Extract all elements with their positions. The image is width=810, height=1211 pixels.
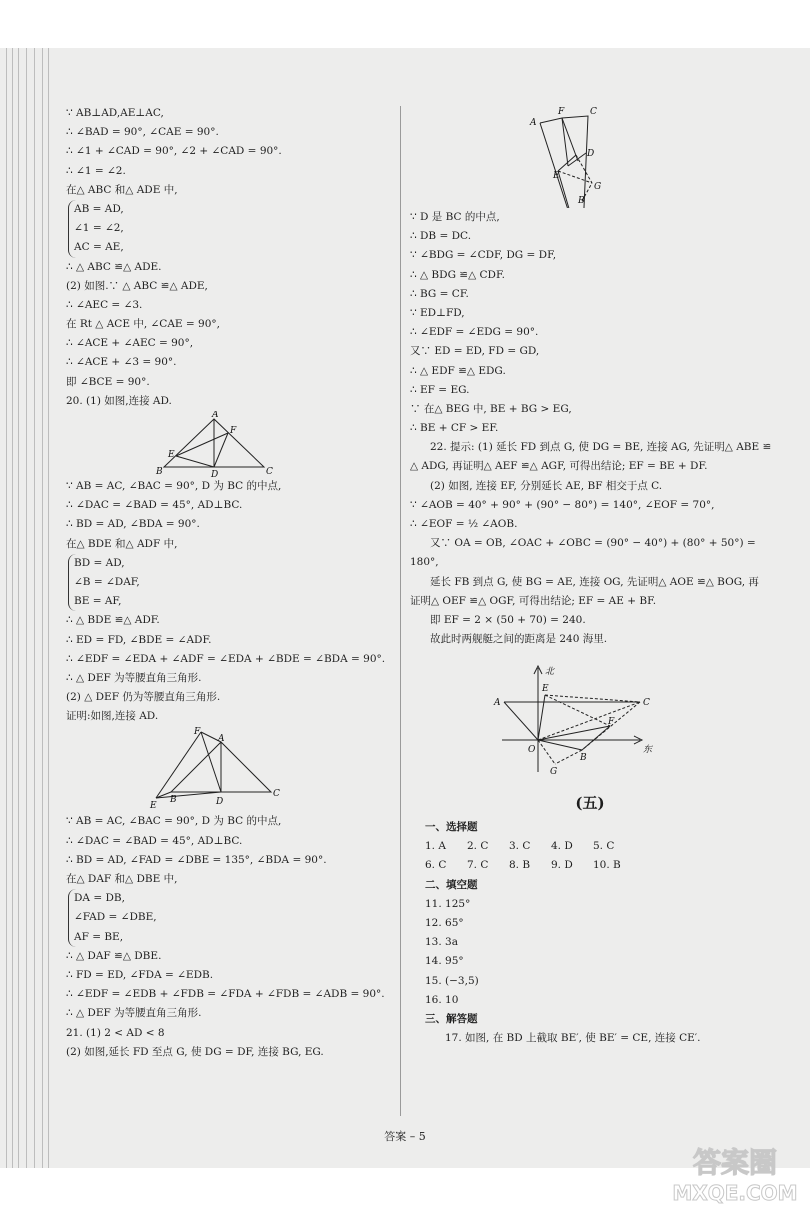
brace-system xyxy=(68,889,396,947)
text-line: 证明△ OEF ≌△ OGF, 可得出结论; EF = AE + BF. xyxy=(410,594,657,607)
text-line: ∴ △ BDE ≌△ ADF. xyxy=(66,614,160,627)
text-line: ∴ BD = AD, ∠FAD = ∠DBE = 135°, ∠BDA = 90°. xyxy=(66,853,327,866)
text-line: ∴ BD = AD, ∠BDA = 90°. xyxy=(66,518,200,531)
label-a: A xyxy=(218,734,225,745)
fill-answer: 11. 125° xyxy=(425,897,471,910)
text-line: ∴ FD = ED, ∠FDA = ∠EDB. xyxy=(66,968,214,981)
text-line: ∴ ∠BAD = 90°, ∠CAE = 90°. xyxy=(66,126,219,139)
text-line: △ ADG, 再证明△ AEF ≌△ AGF, 可得出结论; EF = BE + DF. xyxy=(410,460,708,473)
brace-line: DA = DB, xyxy=(74,892,125,905)
page-footer: 答案 – 5 xyxy=(384,1130,426,1143)
brace-line: BE = AF, xyxy=(74,595,122,608)
text-line: ∴ ∠EDF = ∠EDA + ∠ADF = ∠EDA + ∠BDE = ∠BDA = 90°. xyxy=(66,652,386,665)
fill-answer: 12. 65° xyxy=(425,916,464,929)
text-line: 故此时两舰艇之间的距离是 240 海里. xyxy=(430,633,608,646)
text-line: ∴ △ DAF ≌△ DBE. xyxy=(66,949,162,962)
label-a: A xyxy=(212,411,219,420)
brace-line: BD = AD, xyxy=(74,556,125,569)
label-c: C xyxy=(266,467,273,477)
page-edge xyxy=(42,48,43,1168)
label-c: C xyxy=(643,698,650,708)
text-line: ∴ ∠1 = ∠2. xyxy=(66,164,126,177)
text-line: ∴ ∠EDF = ∠EDB + ∠FDB = ∠FDA + ∠FDB = ∠ADB = 90°. xyxy=(66,988,385,1001)
page-edge xyxy=(12,48,13,1168)
text-line: 证明:如图,连接 AD. xyxy=(66,710,159,723)
brace-line: AC = AE, xyxy=(74,241,124,254)
text-line: ∵ AB = AC, ∠BAC = 90°, D 为 BC 的中点, xyxy=(66,815,282,828)
choice-answer: 4. D xyxy=(551,840,573,853)
label-e: E xyxy=(542,684,549,694)
text-line: (2) 如图.∵ △ ABC ≌△ ADE, xyxy=(66,279,208,292)
text-line: ∴ EF = EG. xyxy=(410,383,470,396)
fill-answer: 15. (−3,5) xyxy=(425,974,479,987)
label-c: C xyxy=(590,107,597,117)
text-line: ∵ ∠AOB = 40° + 90° + (90° − 80°) = 140°, ∠EOF = 70°, xyxy=(410,498,715,511)
brace-line: ∠1 = ∠2, xyxy=(74,222,124,235)
text-line: (2) 如图, 连接 EF, 分别延长 AE, BF 相交于点 C. xyxy=(430,479,663,492)
fill-answer: 14. 95° xyxy=(425,955,464,968)
figure-triangle-midpoint xyxy=(520,103,630,208)
section-title: (五) xyxy=(575,794,605,812)
question-17: 17. 如图, 在 BD 上截取 BE′, 使 BE′ = CE, 连接 CE′. xyxy=(445,1032,701,1045)
text-line: ∴ ∠DAC = ∠BAD = 45°, AD⊥BC. xyxy=(66,834,243,847)
brace-line: ∠FAD = ∠DBE, xyxy=(74,911,157,924)
text-line: ∵ ∠BDG = ∠CDF, DG = DF, xyxy=(410,249,557,262)
brace-line: AF = BE, xyxy=(74,930,124,943)
text-line: ∵ 在△ BEG 中, BE + BG > EG, xyxy=(410,402,572,415)
scanned-page xyxy=(0,48,810,1168)
choice-answer: 10. B xyxy=(593,859,621,872)
label-b: B xyxy=(156,467,163,477)
page-edge xyxy=(26,48,27,1168)
label-a: A xyxy=(530,118,537,128)
brace-line: ∠B = ∠DAF, xyxy=(74,575,140,588)
text-line: ∴ ∠EDF = ∠EDG = 90°. xyxy=(410,326,539,339)
choice-answer: 2. C xyxy=(467,840,489,853)
choice-answer: 7. C xyxy=(467,859,489,872)
label-north: 北 xyxy=(545,667,555,677)
heading-fill: 二、填空题 xyxy=(425,878,478,891)
label-g: G xyxy=(594,182,602,192)
page-edge xyxy=(18,48,19,1168)
label-f: F xyxy=(558,107,565,117)
text-line: ∴ DB = DC. xyxy=(410,230,472,243)
label-b: B xyxy=(578,196,585,206)
label-b: B xyxy=(170,795,177,806)
label-e: E xyxy=(168,450,175,460)
figure-compass-map xyxy=(490,660,665,780)
text-line: 在△ DAF 和△ DBE 中, xyxy=(66,873,178,885)
choice-answer: 1. A xyxy=(425,840,446,853)
text-line: ∵ AB = AC, ∠BAC = 90°, D 为 BC 的中点, xyxy=(66,480,282,492)
label-f: F xyxy=(194,727,201,738)
text-line: 在△ BDE 和△ ADF 中, xyxy=(66,537,178,550)
choice-answer: 9. D xyxy=(551,859,573,872)
choice-answers-row xyxy=(425,837,755,856)
choice-answer: 6. C xyxy=(425,859,447,872)
text-line: ∵ D 是 BC 的中点, xyxy=(410,211,500,223)
label-d: D xyxy=(587,149,595,159)
text-line: 20. (1) 如图,连接 AD. xyxy=(66,394,172,407)
text-line: (2) 如图,延长 FD 至点 G, 使 DG = DF, 连接 BG, EG. xyxy=(66,1045,324,1058)
page-edge xyxy=(6,48,7,1168)
label-f: F xyxy=(230,426,237,436)
text-line: ∴ ∠EOF = ½ ∠AOB. xyxy=(410,518,518,530)
fill-answer: 16. 10 xyxy=(425,993,459,1006)
choice-answer: 3. C xyxy=(509,840,531,853)
brace-system xyxy=(68,554,396,612)
text-line: 又∵ OA = OB, ∠OAC + ∠OBC = (90° − 40°) + (80° + 50°) = xyxy=(430,537,756,550)
text-line: 在△ ABC 和△ ADE 中, xyxy=(66,183,178,196)
text-line: (2) △ DEF 仍为等腰直角三角形. xyxy=(66,691,221,704)
section-five xyxy=(425,788,755,1048)
text-line: ∴ ∠ACE + ∠AEC = 90°, xyxy=(66,337,194,350)
label-b: B xyxy=(580,753,587,763)
label-d: D xyxy=(216,797,224,808)
page-edge xyxy=(48,48,49,1168)
brace-system xyxy=(68,200,396,258)
choice-answer: 8. B xyxy=(509,859,531,872)
label-f: F xyxy=(608,717,615,727)
fill-answers xyxy=(425,895,755,1010)
text-line: ∴ ∠AEC = ∠3. xyxy=(66,298,143,311)
svg-text:MXQE.COM: MXQE.COM xyxy=(672,1181,798,1205)
text-line: ∴ △ EDF ≌△ EDG. xyxy=(410,364,506,377)
text-line: 21. (1) 2 < AD < 8 xyxy=(66,1026,165,1039)
text-line: 180°, xyxy=(410,556,439,569)
text-line: ∴ BG = CF. xyxy=(410,287,469,300)
label-e: E xyxy=(150,801,157,812)
text-line: ∵ AB⊥AD,AE⊥AC, xyxy=(66,107,164,119)
column-divider xyxy=(400,106,401,1116)
label-c: C xyxy=(273,789,280,800)
text-line: 即 EF = 2 × (50 + 70) = 240. xyxy=(430,613,586,626)
choice-answer: 5. C xyxy=(593,840,615,853)
label-o: O xyxy=(528,745,536,755)
label-e: E xyxy=(553,171,560,181)
label-a: A xyxy=(494,698,501,708)
left-column xyxy=(66,104,396,1062)
text-line: ∴ △ DEF 为等腰直角三角形. xyxy=(66,1007,202,1020)
text-line: 又∵ ED = ED, FD = GD, xyxy=(410,345,540,358)
figure-isosceles-right-triangle-1 xyxy=(66,411,396,477)
text-line: 延长 FB 到点 G, 使 BG = AE, 连接 OG, 先证明△ AOE ≌△ BOG, 再 xyxy=(430,575,759,588)
text-line: ∴ △ BDG ≌△ CDF. xyxy=(410,268,505,281)
text-line: ∴ ED = FD, ∠BDE = ∠ADF. xyxy=(66,633,212,646)
text-line: ∴ ∠ACE + ∠3 = 90°. xyxy=(66,356,177,369)
brace-line: AB = AD, xyxy=(74,202,124,215)
fill-answer: 13. 3a xyxy=(425,936,458,949)
text-line: ∴ BE + CF > EF. xyxy=(410,422,499,435)
label-g: G xyxy=(550,767,558,777)
text-line: ∴ ∠DAC = ∠BAD = 45°, AD⊥BC. xyxy=(66,499,243,512)
watermark-logo xyxy=(670,1140,800,1210)
label-east: 东 xyxy=(643,745,653,755)
right-column xyxy=(410,208,772,649)
heading-choice: 一、选择题 xyxy=(425,821,478,833)
text-line: ∵ ED⊥FD, xyxy=(410,306,465,319)
svg-text:答案圈: 答案圈 xyxy=(692,1146,778,1179)
text-line: 即 ∠BCE = 90°. xyxy=(66,375,150,388)
page-edge xyxy=(34,48,35,1168)
choice-answers-row xyxy=(425,856,755,875)
text-line: ∴ △ DEF 为等腰直角三角形. xyxy=(66,671,202,684)
figure-isosceles-right-triangle-2 xyxy=(66,726,396,812)
text-line: ∴ △ ABC ≌△ ADE. xyxy=(66,260,162,273)
text-line: 在 Rt △ ACE 中, ∠CAE = 90°, xyxy=(66,318,221,331)
text-line: 22. 提示: (1) 延长 FD 到点 G, 使 DG = BE, 连接 AG, 先证明△ ABE ≌ xyxy=(430,441,772,454)
text-line: ∴ ∠1 + ∠CAD = 90°, ∠2 + ∠CAD = 90°. xyxy=(66,145,282,158)
heading-solve: 三、解答题 xyxy=(425,1012,478,1025)
label-d: D xyxy=(211,470,219,477)
